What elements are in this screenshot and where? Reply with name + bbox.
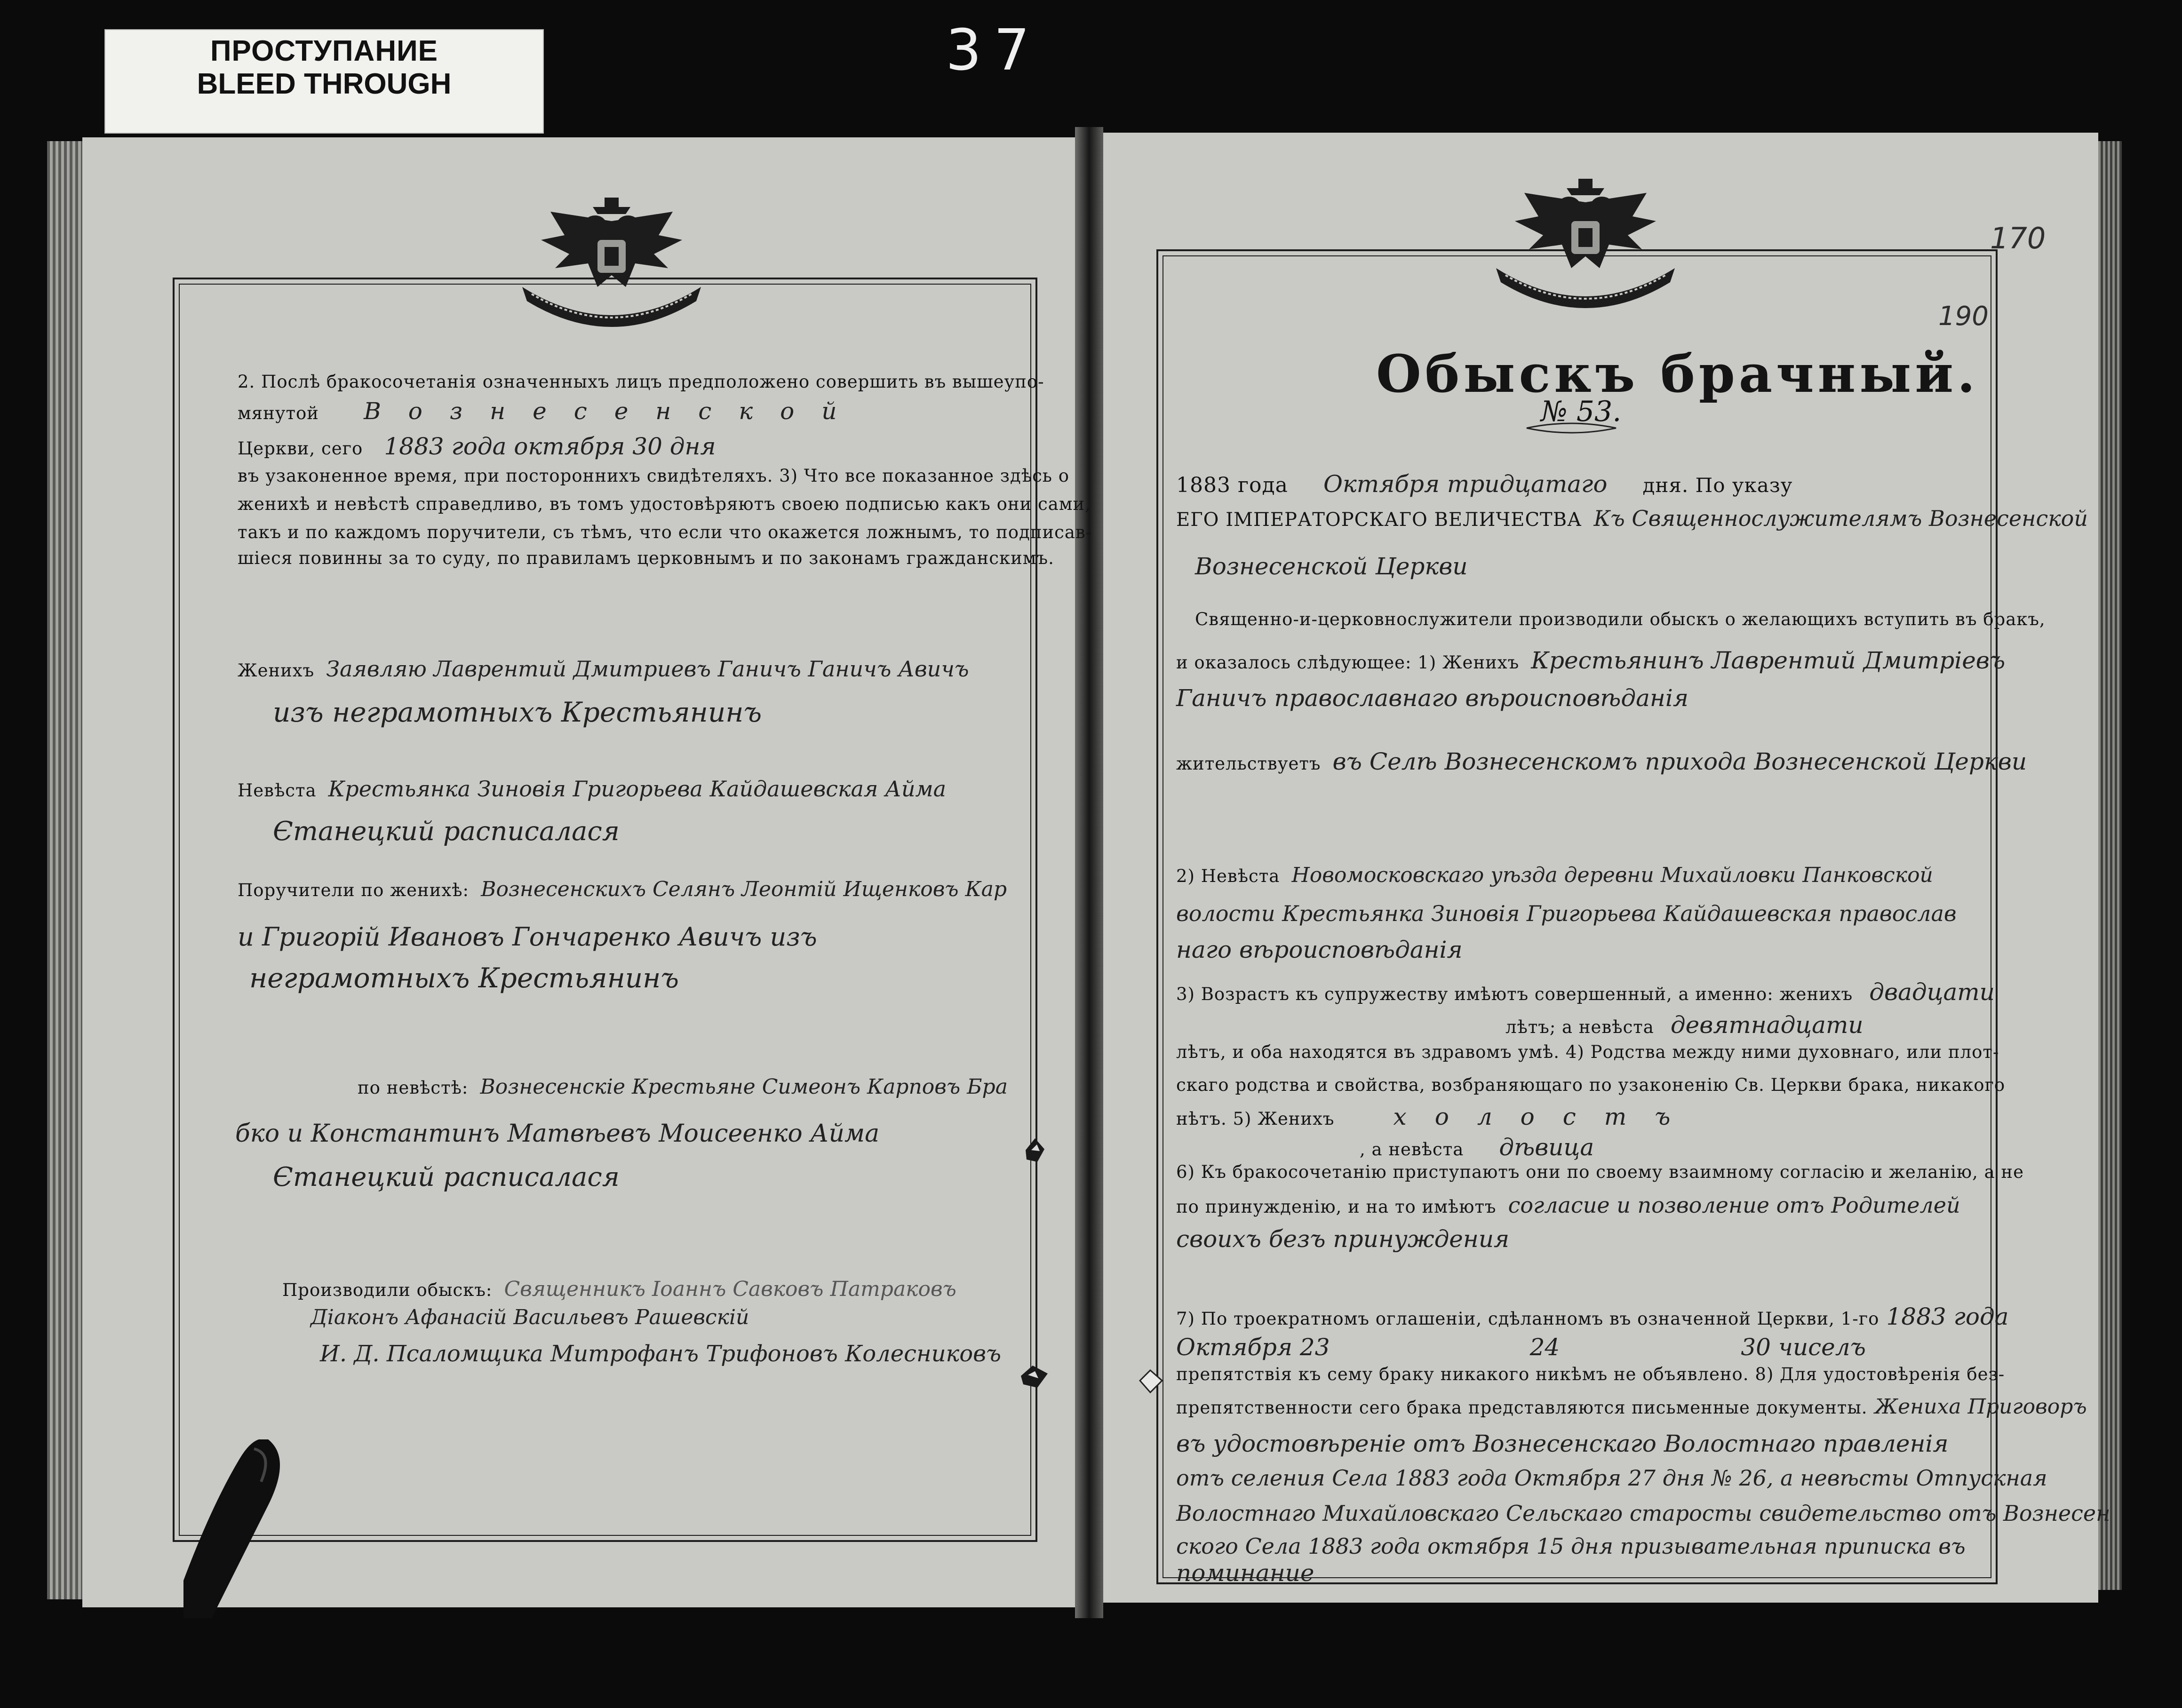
obstacle-print: препятствія къ сему браку никакого никѣмъ не объявлено. 8) Для удостовѣренія без- — [1176, 1364, 2005, 1384]
line-groom — [1176, 647, 2005, 674]
date-day-print: дня. По указу — [1642, 474, 1793, 497]
left-guarantor-bride-hw-3: Єтанецкий расписалася — [273, 1162, 620, 1192]
left-print-2: мянутой — [238, 403, 319, 423]
bride-handwritten: Новомосковскаго уѣзда деревни Михайловки Панковской — [1291, 863, 1933, 887]
consent-handwritten-2: своихъ безъ принуждения — [1176, 1225, 1510, 1253]
bride-status-handwritten: дѣвица — [1499, 1134, 1594, 1161]
left-print-6: такъ и по каждомъ поручители, съ тѣмъ, что если что окажется ложнымъ, то подписав- — [238, 522, 1092, 542]
document-title: Обыскъ брачный. — [1376, 343, 1979, 404]
eagle-emblem-icon-left — [513, 193, 710, 329]
documents-hw-4: ского Села 1883 года октября 15 дня призывательная приписка въ — [1176, 1533, 1966, 1559]
left-print-1: 2. Послѣ бракосочетанія означенныхъ лицъ предположено совершить въ вышеупо- — [238, 372, 1044, 392]
archive-page-number: 37 — [946, 18, 1042, 83]
line-documents — [1176, 1395, 2087, 1419]
finger-icon — [183, 1439, 292, 1618]
kinship-print-2: скаго родства и свойства, возбраняющаго по узаконенію Св. Церкви брака, никакого — [1176, 1075, 2006, 1095]
left-line-guarantor-bride — [358, 1075, 1008, 1099]
book-gutter — [1075, 127, 1103, 1618]
residence-print: жительствуетъ — [1176, 754, 1321, 774]
wax-seal-icon-2 — [1019, 1362, 1051, 1390]
groom-status-handwritten: холостъ — [1393, 1103, 1699, 1130]
line-age — [1176, 978, 1995, 1006]
kinship-print-1: лѣтъ, и оба находятся въ здравомъ умѣ. 4) Родства между ними духовнаго, или плот- — [1176, 1042, 1999, 1062]
bride-status-print: , а невѣста — [1360, 1139, 1464, 1160]
bride-origin-handwritten: волости Крестьянка Зиновія Григорьева Кайдашевская православ — [1176, 901, 1957, 926]
left-line-groom — [238, 656, 969, 682]
left-line-date — [238, 433, 716, 460]
line-decree — [1176, 506, 2088, 531]
tag-label-ru: ПРОСТУПАНИЕ — [210, 35, 438, 67]
line-bride-age — [1505, 1011, 1863, 1039]
line-marital — [1176, 1103, 1699, 1130]
left-print-4: въ узаконенное время, при постороннихъ свидѣтеляхъ. 3) Что все показанное здѣсь о — [238, 466, 1069, 486]
banns-date-2: 24 — [1529, 1334, 1560, 1361]
wax-seal-icon-3 — [1136, 1366, 1164, 1395]
banns-year-handwritten: 1883 года — [1886, 1303, 2009, 1330]
residence-handwritten: въ Селѣ Вознесенскомъ прихода Вознесенской Церкви — [1332, 748, 2027, 775]
documents-hw-3: Волостнаго Михайловскаго Сельскаго старосты свидетельство отъ Вознесен — [1176, 1501, 2110, 1526]
left-print-5: женихѣ и невѣстѣ справедливо, въ томъ удостовѣряютъ своею подписью какъ они сами, — [238, 494, 1091, 514]
left-guarantor-bride-print: по невѣстѣ: — [358, 1078, 469, 1098]
bride-religion-handwritten: наго вѣроисповѣданія — [1176, 936, 1463, 963]
eagle-emblem-icon-right — [1487, 174, 1684, 310]
left-line-guarantor-groom — [238, 877, 1007, 901]
left-guarantor-bride-hw-2: бко и Константинъ Матвѣевъ Моисеенко Айма — [235, 1120, 880, 1148]
date-year-print: 1883 года — [1176, 473, 1288, 497]
consent-print-2: по принужденію, и на то имѣютъ — [1176, 1197, 1497, 1217]
documents-handwritten: Жениха Приговоръ — [1874, 1395, 2087, 1419]
left-print-3: Церкви, сего — [238, 438, 363, 459]
left-groom-signature-2: изъ неграмотныхъ Крестьянинъ — [273, 696, 762, 728]
left-guarantor-groom-hw-2: и Григорій Ивановъ Гончаренко Авичъ изъ — [238, 922, 817, 952]
groom-religion-handwritten: Ганичъ православнаго вѣроисповѣданія — [1176, 684, 1688, 712]
bride-age-print: лѣтъ; а невѣста — [1505, 1017, 1654, 1037]
line-banns — [1176, 1303, 2008, 1330]
age-print: 3) Возрастъ къ супружеству имѣютъ совершенный, а именно: женихъ — [1176, 984, 1853, 1004]
left-examiner-psalmist: И. Д. Псаломщика Митрофанъ Трифоновъ Колесниковъ — [320, 1341, 1002, 1367]
search-intro-print: Священно-и-церковнослужители производили обыскъ о желающихъ вступить въ бракъ, — [1195, 609, 2046, 629]
line-date — [1176, 470, 1792, 498]
consent-handwritten: согласие и позволение отъ Родителей — [1508, 1192, 1960, 1218]
record-number: № 53. — [1541, 395, 1622, 428]
church-handwritten: Вознесенской Церкви — [1195, 553, 1468, 580]
banns-date-1: Октября 23 — [1176, 1334, 1330, 1361]
left-bride-signature-2: Єтанецкий расписалася — [273, 816, 620, 847]
bleed-through-tag — [104, 29, 544, 134]
line-banns-dates — [1176, 1334, 1866, 1361]
left-line-examiners — [282, 1277, 956, 1301]
left-examiners-print: Производили обыскъ: — [282, 1280, 493, 1300]
wax-seal-icon-1 — [1021, 1136, 1049, 1164]
line-bride — [1176, 863, 1933, 887]
banns-print: 7) По троекратномъ оглашеніи, сдѣланномъ въ означенной Церкви, 1-го — [1176, 1309, 1879, 1329]
bride-print: 2) Невѣста — [1176, 866, 1280, 886]
left-print-7: шіеся повинны за то суду, по правиламъ церковнымъ и по законамъ гражданскимъ. — [238, 548, 1054, 568]
consent-print-1: 6) Къ бракосочетанію приступаютъ они по своему взаимному согласію и желанію, а не — [1176, 1162, 2024, 1182]
left-guarantor-groom-hw-3: неграмотныхъ Крестьянинъ — [249, 962, 679, 994]
left-line-bride — [238, 776, 946, 802]
left-examiner-deacon: Діаконъ Афанасій Васильевъ Рашевскій — [311, 1305, 749, 1329]
left-groom-print: Женихъ — [238, 660, 315, 681]
left-line-church — [238, 397, 864, 425]
line-bride-status — [1360, 1134, 1594, 1161]
left-bride-signature: Крестьянка Зиновія Григорьева Кайдашевская Айма — [328, 776, 947, 802]
left-date-handwritten: 1883 года октября 30 дня — [384, 433, 716, 460]
tag-label-en: BLEED THROUGH — [197, 68, 452, 100]
sheet-number: 190 — [1938, 301, 1989, 332]
documents-hw-1: въ удостовѣреніе отъ Вознесенскаго Волостнаго правленія — [1176, 1430, 1949, 1457]
decree-print: ЕГО ІМПЕРАТОРСКАГО ВЕЛИЧЕСТВА — [1176, 509, 1582, 531]
left-church-handwritten: Вознесенской — [364, 397, 864, 425]
line-consent — [1176, 1192, 1960, 1218]
date-handwritten: Октября тридцатаго — [1323, 470, 1608, 498]
left-guarantor-groom-hw: Вознесенскихъ Селянъ Леонтій Ищенковъ Кар — [481, 877, 1007, 901]
line-residence — [1176, 748, 2027, 775]
groom-print: и оказалось слѣдующее: 1) Женихъ — [1176, 652, 1520, 673]
left-guarantor-groom-print: Поручители по женихѣ: — [238, 880, 470, 900]
documents-print: препятственности сего брака представляются письменные документы. — [1176, 1398, 1868, 1418]
decree-handwritten: Къ Священнослужителямъ Вознесенской — [1593, 506, 2088, 531]
banns-date-3: 30 чиселъ — [1741, 1334, 1866, 1361]
documents-hw-5: поминание — [1176, 1559, 1314, 1587]
marital-print: нѣтъ. 5) Женихъ — [1176, 1109, 1335, 1129]
bride-age-handwritten: девятнадцати — [1670, 1011, 1863, 1039]
left-guarantor-bride-hw: Вознесенскіе Крестьяне Симеонъ Карповъ Бра — [480, 1075, 1008, 1099]
groom-handwritten: Крестьянинъ Лаврентий Дмитріевъ — [1531, 647, 2006, 674]
left-bride-print: Невѣста — [238, 780, 317, 801]
folio-number: 170 — [1990, 221, 2046, 255]
title-flourish-icon — [1524, 421, 1618, 435]
left-examiner-priest: Священникъ Іоаннъ Савковъ Патраковъ — [504, 1277, 956, 1301]
groom-age-handwritten: двадцати — [1869, 978, 1995, 1006]
documents-hw-2: отъ селения Села 1883 года Октября 27 дня № 26, а невѣсты Отпускная — [1176, 1465, 2047, 1491]
left-groom-signature: Заявляю Лаврентий Дмитриевъ Ганичъ Ганичъ Авичъ — [326, 656, 969, 682]
